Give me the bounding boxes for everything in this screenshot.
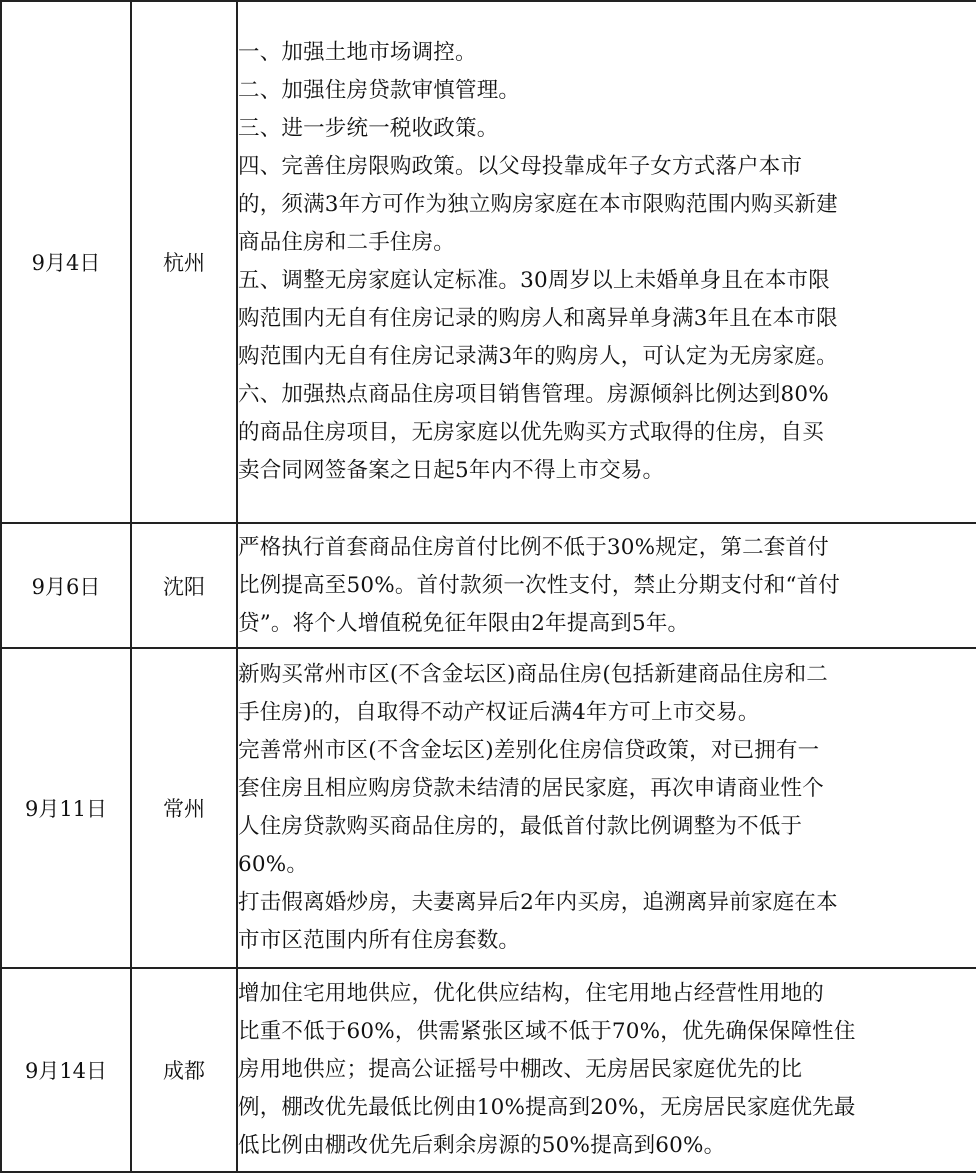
policy-line: 购范围内无自有住房记录的购房人和离异单身满3年且在本市限	[238, 306, 838, 331]
policy-line: 房用地供应；提高公证摇号中棚改、无房居民家庭优先的比	[238, 1057, 803, 1082]
table-row	[1, 1, 976, 523]
policy-line: 五、调整无房家庭认定标准。30周岁以上未婚单身且在本市限	[238, 268, 830, 293]
policy-line: 三、进一步统一税收政策。	[238, 116, 499, 141]
policy-line: 贷”。将个人增值税免征年限由2年提高到5年。	[238, 610, 690, 636]
policy-line: 的，须满3年方可作为独立购房家庭在本市限购范围内购买新建	[238, 192, 838, 217]
policy-line: 套住房且相应购房贷款未结清的居民家庭，再次申请商业性个	[238, 776, 824, 801]
city-cell: 沈阳	[131, 523, 237, 648]
policy-content-cell	[237, 1, 976, 523]
policy-line: 例，棚改优先最低比例由10%提高到20%，无房居民家庭优先最	[238, 1095, 856, 1120]
policy-line: 二、加强住房贷款审慎管理。	[238, 78, 521, 103]
date-cell: 9月14日	[1, 968, 131, 1172]
policy-line: 商品住房和二手住房。	[238, 230, 456, 255]
table-row	[1, 648, 976, 968]
policy-line: 60%。	[238, 852, 309, 877]
table-row	[1, 523, 976, 648]
city-cell: 常州	[131, 648, 237, 968]
policy-line: 增加住宅用地供应，优化供应结构，住宅用地占经营性用地的	[238, 981, 824, 1006]
policy-line: 购范围内无自有住房记录满3年的购房人，可认定为无房家庭。	[238, 344, 838, 369]
policy-line: 一、加强土地市场调控。	[238, 40, 477, 65]
policy-line: 卖合同网签备案之日起5年内不得上市交易。	[238, 458, 665, 483]
policy-line: 低比例由棚改优先后剩余房源的50%提高到60%。	[238, 1133, 726, 1158]
policy-line: 六、加强热点商品住房项目销售管理。房源倾斜比例达到80%	[238, 382, 829, 407]
policy-line: 手住房)的，自取得不动产权证后满4年方可上市交易。	[238, 700, 760, 725]
policy-content-cell	[237, 968, 976, 1172]
policy-line: 完善常州市区(不含金坛区)差别化住房信贷政策，对已拥有一	[238, 738, 820, 763]
policy-line: 比例提高至50%。首付款须一次性支付，禁止分期支付和“首付	[238, 572, 841, 598]
date-cell: 9月11日	[1, 648, 131, 968]
policy-line: 严格执行首套商品住房首付比例不低于30%规定，第二套首付	[238, 534, 829, 560]
policy-line: 打击假离婚炒房，夫妻离异后2年内买房，追溯离异前家庭在本	[238, 890, 838, 915]
city-cell: 杭州	[131, 1, 237, 523]
date-cell: 9月6日	[1, 523, 131, 648]
policy-line: 的商品住房项目，无房家庭以优先购买方式取得的住房，自买	[238, 420, 824, 445]
policy-line: 市市区范围内所有住房套数。	[238, 928, 521, 953]
policy-content-cell	[237, 648, 976, 968]
policy-line: 比重不低于60%，供需紧张区域不低于70%，优先确保保障性住	[238, 1019, 856, 1044]
policy-line: 四、完善住房限购政策。以父母投靠成年子女方式落户本市	[238, 154, 803, 179]
policy-content-cell	[237, 523, 976, 648]
table-row	[1, 968, 976, 1172]
city-cell: 成都	[131, 968, 237, 1172]
policy-line: 人住房贷款购买商品住房的，最低首付款比例调整为不低于	[238, 814, 803, 839]
policy-line: 新购买常州市区(不含金坛区)商品住房(包括新建商品住房和二	[238, 662, 828, 687]
date-cell: 9月4日	[1, 1, 131, 523]
